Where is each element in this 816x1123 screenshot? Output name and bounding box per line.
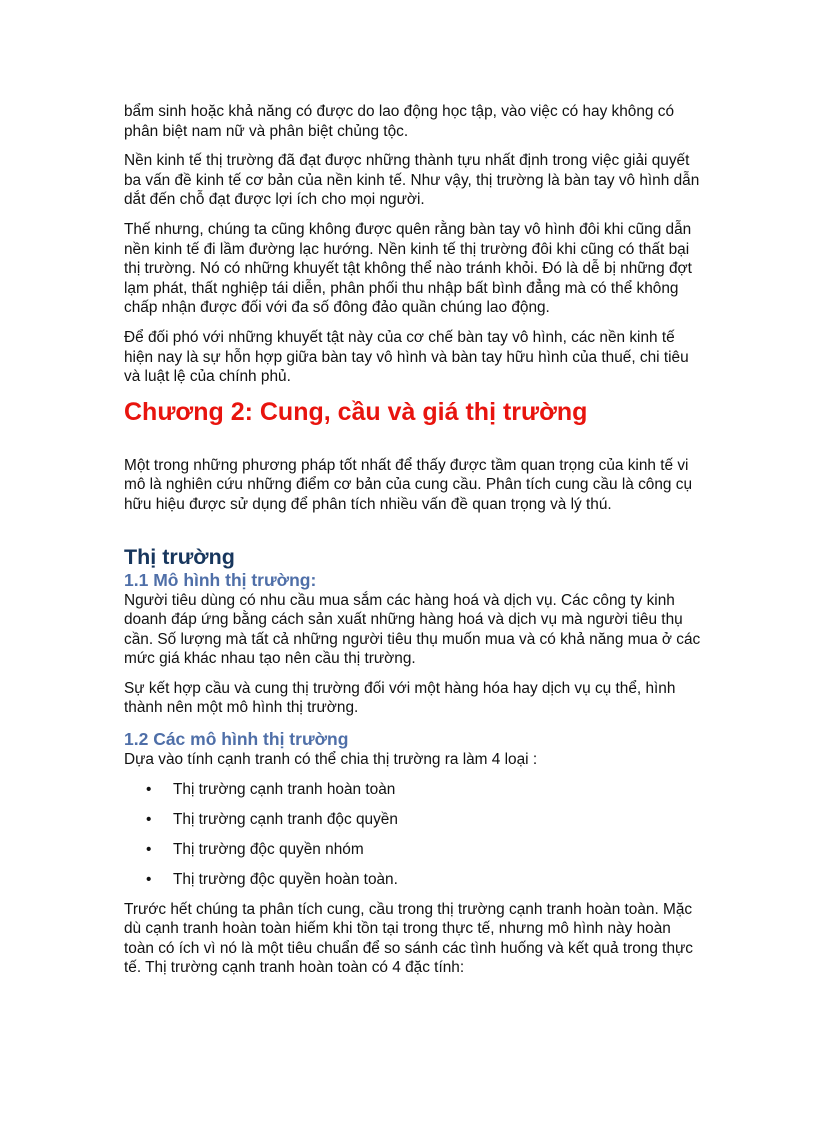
market-types-list (124, 780, 704, 890)
list-item (124, 870, 704, 890)
bullet-icon: • (146, 840, 152, 858)
bullet-icon: • (146, 780, 152, 798)
list-item (124, 810, 704, 830)
list-item (124, 780, 704, 800)
chapter-title: Chương 2: Cung, cầu và giá thị trường (124, 397, 588, 426)
list-item-text: Thị trường độc quyền hoàn toàn. (173, 870, 398, 888)
subsection-2-lead: Dựa vào tính cạnh tranh có thể chia thị trường ra làm 4 loại : (124, 751, 538, 769)
intro-paragraph-4: Để đối phó với những khuyết tật này của cơ chế bàn tay vô hình, các nền kinh tế hiện nay là sự hỗn hợp giữa bàn tay vô hình và bàn tay hữu hình của thuế, chi tiêu và luật lệ của chính phủ. (124, 328, 689, 386)
chapter-intro-paragraph: Một trong những phương pháp tốt nhất để thấy được tầm quan trọng của kinh tế vi mô là nghiên cứu những điểm cơ bản của cung cầu. Phân tích cung cầu là công cụ hữu hiệu được sử dụng để phân tích nhiều vấn đề quan trọng và lý thú. (124, 456, 693, 513)
subsection-2-title: 1.2 Các mô hình thị trường (124, 729, 349, 750)
list-item-text: Thị trường cạnh tranh độc quyền (173, 810, 398, 828)
subsection-2-closing: Trước hết chúng ta phân tích cung, cầu trong thị trường cạnh tranh hoàn toàn. Mặc dù cạnh tranh hoàn toàn hiếm khi tồn tại trong thực tế, nhưng mô hình này hoàn toàn có ích vì nó là một tiêu chuẩn để so sánh các tình huống và kết quả trong thực tế. Thị trường cạnh tranh hoàn toàn có 4 đặc tính: (124, 900, 694, 977)
section-title: Thị trường (124, 544, 235, 569)
subsection-1-paragraph-1: Người tiêu dùng có nhu cầu mua sắm các hàng hoá và dịch vụ. Các công ty kinh doanh đáp ứng bằng cách sản xuất những hàng hoá và dịch vụ mà người tiêu thụ cần. Số lượng mà tất cả những người tiêu thụ muốn mua và có khả năng mua ở các mức giá khác nhau tạo nên cầu thị trường. (124, 591, 701, 668)
list-item (124, 840, 704, 860)
bullet-icon: • (146, 810, 152, 828)
intro-paragraph-3: Thế nhưng, chúng ta cũng không được quên rằng bàn tay vô hình đôi khi cũng dẫn nền kinh tế đi lầm đường lạc hướng. Nền kinh tế thị trường đôi khi cũng có thất bại thị trường. Nó có những khuyết tật không thể nào tránh khỏi. Đó là dễ bị những đợt lạm phát, thất nghiệp tái diễn, phân phối thu nhập bất bình đẳng mà có thể không chấp nhận được đối với đa số đông đảo quần chúng lao động. (124, 220, 692, 317)
list-item-text: Thị trường độc quyền nhóm (173, 840, 364, 858)
subsection-1-paragraph-2: Sự kết hợp cầu và cung thị trường đối với một hàng hóa hay dịch vụ cụ thể, hình thành nên một mô hình thị trường. (124, 679, 676, 717)
intro-paragraph-2: Nền kinh tế thị trường đã đạt được những thành tựu nhất định trong việc giải quyết ba vấn đề kinh tế cơ bản của nền kinh tế. Như vậy, thị trường là bàn tay vô hình dẫn dắt đến chỗ đạt được lợi ích cho mọi người. (124, 152, 700, 209)
list-item-text: Thị trường cạnh tranh hoàn toàn (173, 780, 396, 798)
subsection-1-title: 1.1 Mô hình thị trường: (124, 569, 317, 590)
bullet-icon: • (146, 870, 152, 888)
page-content (124, 102, 704, 988)
intro-paragraph-1: bẩm sinh hoặc khả năng có được do lao động học tập, vào việc có hay không có phân biệt nam nữ và phân biệt chủng tộc. (124, 103, 675, 140)
